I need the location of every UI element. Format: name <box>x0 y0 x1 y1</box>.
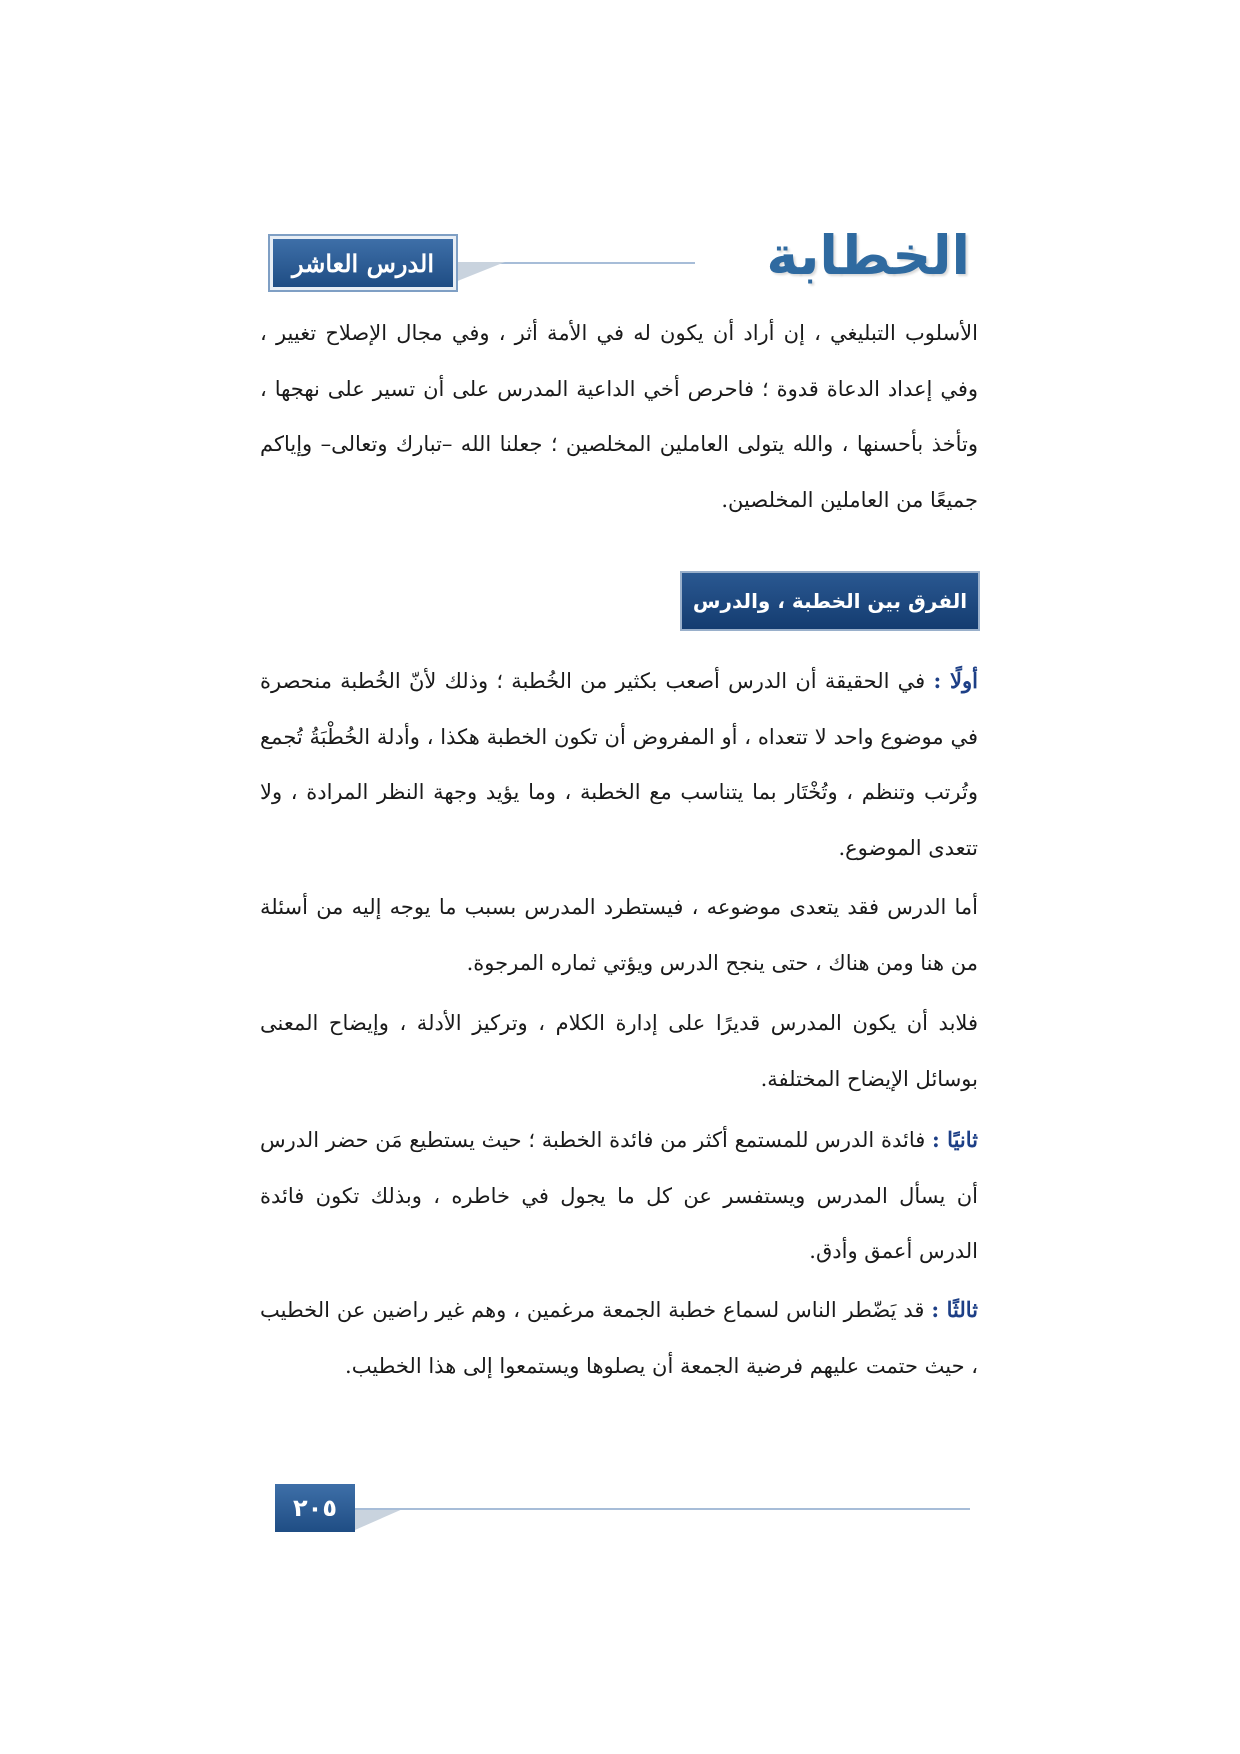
section-heading: الفرق بين الخطبة ، والدرس <box>682 573 978 629</box>
point-second <box>260 1112 978 1280</box>
point-lead: أولًا : <box>933 668 978 693</box>
point-text: فلابد أن يكون المدرس قديرًا على إدارة الكلام ، وتركيز الأدلة ، وإيضاح المعنى بوسائل الإيضاح المختلفة. <box>260 1011 978 1091</box>
lesson-label: الدرس العاشر <box>270 236 456 290</box>
point-text: في الحقيقة أن الدرس أصعب بكثير من الخُطبة ؛ وذلك لأنّ الخُطبة منحصرة في موضوع واحد لا تتعداه ، أو المفروض أن تكون الخطبة هكذا ، وأدلة الخُطْبَةُ تُجمع وتُرتب وتنظم ، وتُخْتَار بما يتناسب مع الخطبة ، وما يؤيد وجهة النظر المرادة ، ولا تتعدى الموضوع. <box>260 669 978 860</box>
point-text: فائدة الدرس للمستمع أكثر من فائدة الخطبة ؛ حيث يستطيع مَن حضر الدرس أن يسأل المدرس ويستفسر عن كل ما يجول في خاطره ، وبذلك تكون فائدة الدرس أعمق وأدق. <box>260 1128 978 1263</box>
point-lead: ثالثًا : <box>931 1297 978 1322</box>
footer-decoration <box>355 1508 405 1530</box>
point-lead: ثانيًا : <box>932 1127 978 1152</box>
point-third <box>260 1282 978 1394</box>
point-first-continued-a <box>260 880 978 991</box>
point-text: قد يَضّطر الناس لسماع خطبة الجمعة مرغمين ، وهم غير راضين عن الخطيب ، حيث حتمت عليهم فرضية الجمعة أن يصلوها ويستمعوا إلى هذا الخطيب. <box>260 1298 978 1378</box>
paragraph-text: الأسلوب التبليغي ، إن أراد أن يكون له في الأمة أثر ، وفي مجال الإصلاح تغيير ، وفي إعداد الدعاة قدوة ؛ فاحرص أخي الداعية المدرس على أن تسير على نهجها ، وتأخذ بأحسنها ، والله يتولى العاملين المخلصين ؛ جعلنا الله –تبارك وتعالى– وإياكم جميعًا من العاملين المخلصين. <box>260 321 978 512</box>
header-decoration <box>450 262 505 284</box>
footer-divider <box>355 1508 970 1510</box>
page-header <box>270 224 970 292</box>
intro-paragraph <box>260 306 978 528</box>
point-first-continued-b <box>260 996 978 1107</box>
page-number: ٢٠٥ <box>275 1484 355 1532</box>
book-title: الخطابة <box>766 224 970 287</box>
point-first <box>260 653 978 876</box>
point-text: أما الدرس فقد يتعدى موضوعه ، فيستطرد المدرس بسبب ما يوجه إليه من أسئلة من هنا ومن هناك ، حتى ينجح الدرس ويؤتي ثماره المرجوة. <box>260 895 978 975</box>
